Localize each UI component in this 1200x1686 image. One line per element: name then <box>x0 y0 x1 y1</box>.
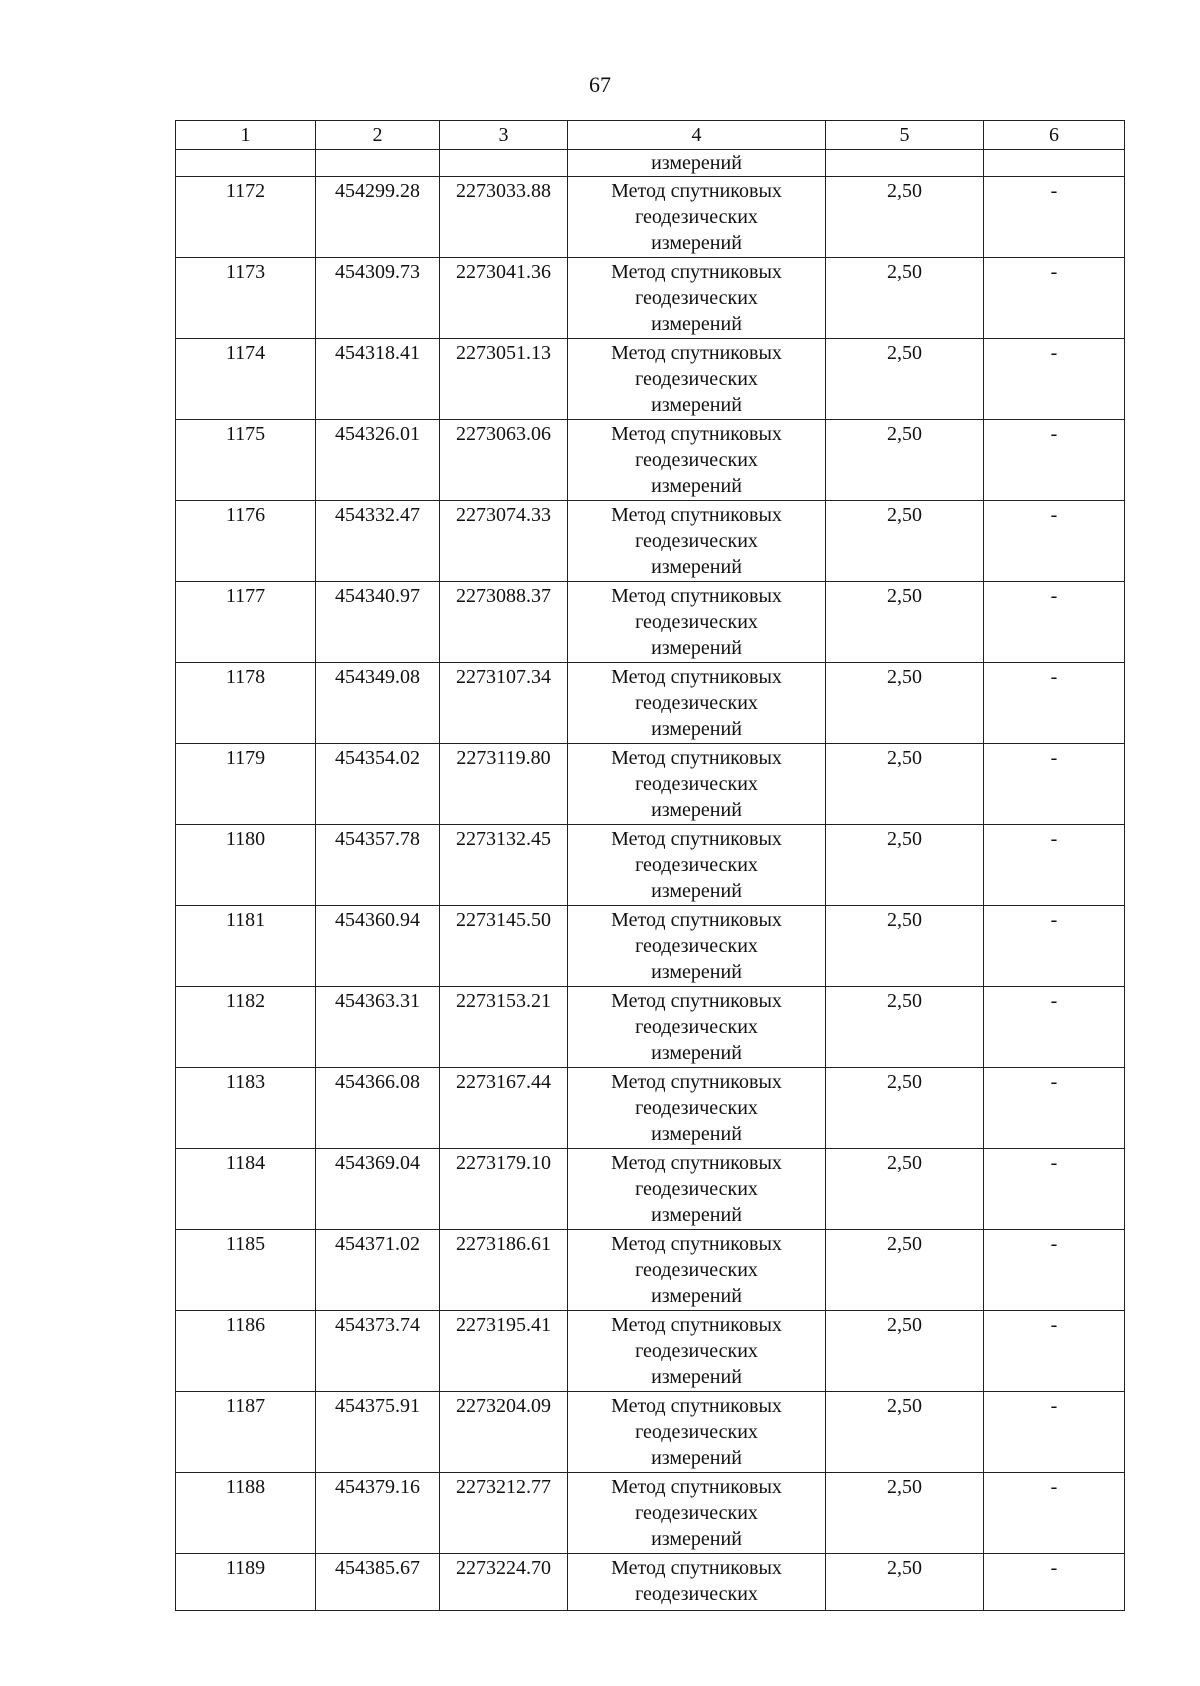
y-coordinate-cell: 2273107.34 <box>440 663 568 744</box>
note-cell: - <box>984 420 1125 501</box>
method-line: Метод спутниковых <box>611 423 782 445</box>
note-cell: - <box>984 501 1125 582</box>
method-cell <box>568 420 826 501</box>
x-coordinate-cell: 454379.16 <box>316 1473 440 1554</box>
method-cell <box>568 177 826 258</box>
method-cell <box>568 1149 826 1230</box>
method-line: измерений <box>651 1447 742 1469</box>
table-row <box>176 177 1125 258</box>
point-number-cell: 1177 <box>176 582 316 663</box>
method-line: измерений <box>651 556 742 578</box>
method-line: измерений <box>651 1285 742 1307</box>
header-cell-1: 1 <box>176 121 316 150</box>
point-number-cell: 1180 <box>176 825 316 906</box>
x-coordinate-cell: 454371.02 <box>316 1230 440 1311</box>
method-line: Метод спутниковых <box>611 828 782 850</box>
method-line: Метод спутниковых <box>611 585 782 607</box>
method-line: измерений <box>651 1204 742 1226</box>
method-line: геодезических <box>635 1259 758 1281</box>
accuracy-value-cell: 2,50 <box>826 1473 984 1554</box>
y-coordinate-cell: 2273195.41 <box>440 1311 568 1392</box>
y-coordinate-cell: 2273088.37 <box>440 582 568 663</box>
method-line: измерений <box>651 1366 742 1388</box>
point-number-cell: 1185 <box>176 1230 316 1311</box>
accuracy-value-cell: 2,50 <box>826 582 984 663</box>
x-coordinate-cell: 454332.47 <box>316 501 440 582</box>
note-cell: - <box>984 177 1125 258</box>
accuracy-value-cell: 2,50 <box>826 177 984 258</box>
method-line: Метод спутниковых <box>611 1152 782 1174</box>
method-cell <box>568 663 826 744</box>
x-coordinate-cell: 454354.02 <box>316 744 440 825</box>
table-row <box>176 258 1125 339</box>
method-cell <box>568 1230 826 1311</box>
method-line: Метод спутниковых <box>611 1476 782 1498</box>
y-coordinate-cell: 2273179.10 <box>440 1149 568 1230</box>
y-coordinate-cell: 2273153.21 <box>440 987 568 1068</box>
point-number-cell: 1178 <box>176 663 316 744</box>
table-row <box>176 1554 1125 1611</box>
table-row <box>176 906 1125 987</box>
method-cell <box>568 258 826 339</box>
method-line: геодезических <box>635 935 758 957</box>
continuation-method-cell: измерений <box>568 150 826 177</box>
method-line: измерений <box>651 880 742 902</box>
accuracy-value-cell: 2,50 <box>826 744 984 825</box>
header-cell-3: 3 <box>440 121 568 150</box>
continuation-cell-5 <box>826 150 984 177</box>
y-coordinate-cell: 2273063.06 <box>440 420 568 501</box>
table-row <box>176 663 1125 744</box>
accuracy-value-cell: 2,50 <box>826 663 984 744</box>
header-cell-2: 2 <box>316 121 440 150</box>
table-body <box>176 121 1125 1611</box>
point-number-cell: 1186 <box>176 1311 316 1392</box>
method-line: измерений <box>651 1528 742 1550</box>
method-line: Метод спутниковых <box>611 909 782 931</box>
note-cell: - <box>984 744 1125 825</box>
point-number-cell: 1187 <box>176 1392 316 1473</box>
method-cell <box>568 906 826 987</box>
method-cell <box>568 1554 826 1611</box>
table-row <box>176 1068 1125 1149</box>
continuation-cell-6 <box>984 150 1125 177</box>
point-number-cell: 1182 <box>176 987 316 1068</box>
method-line: геодезических <box>635 692 758 714</box>
continuation-cell-1 <box>176 150 316 177</box>
point-number-cell: 1176 <box>176 501 316 582</box>
point-number-cell: 1175 <box>176 420 316 501</box>
method-cell <box>568 987 826 1068</box>
accuracy-value-cell: 2,50 <box>826 1230 984 1311</box>
point-number-cell: 1179 <box>176 744 316 825</box>
method-line: геодезических <box>635 1502 758 1524</box>
point-number-cell: 1181 <box>176 906 316 987</box>
table-row <box>176 501 1125 582</box>
accuracy-value-cell: 2,50 <box>826 420 984 501</box>
method-cell <box>568 582 826 663</box>
y-coordinate-cell: 2273224.70 <box>440 1554 568 1611</box>
method-cell <box>568 339 826 420</box>
table-row <box>176 1473 1125 1554</box>
point-number-cell: 1183 <box>176 1068 316 1149</box>
header-row <box>176 121 1125 150</box>
method-line: геодезических <box>635 1178 758 1200</box>
x-coordinate-cell: 454373.74 <box>316 1311 440 1392</box>
x-coordinate-cell: 454360.94 <box>316 906 440 987</box>
method-cell <box>568 1068 826 1149</box>
continuation-row <box>176 150 1125 177</box>
x-coordinate-cell: 454349.08 <box>316 663 440 744</box>
x-coordinate-cell: 454385.67 <box>316 1554 440 1611</box>
method-line: Метод спутниковых <box>611 1557 782 1579</box>
method-cell <box>568 1392 826 1473</box>
header-cell-4: 4 <box>568 121 826 150</box>
method-line: геодезических <box>635 773 758 795</box>
accuracy-value-cell: 2,50 <box>826 1311 984 1392</box>
x-coordinate-cell: 454340.97 <box>316 582 440 663</box>
y-coordinate-cell: 2273167.44 <box>440 1068 568 1149</box>
method-line: измерений <box>651 718 742 740</box>
method-line: измерений <box>651 1123 742 1145</box>
y-coordinate-cell: 2273204.09 <box>440 1392 568 1473</box>
method-line: Метод спутниковых <box>611 990 782 1012</box>
method-cell <box>568 744 826 825</box>
y-coordinate-cell: 2273051.13 <box>440 339 568 420</box>
y-coordinate-cell: 2273074.33 <box>440 501 568 582</box>
y-coordinate-cell: 2273119.80 <box>440 744 568 825</box>
method-cell <box>568 1311 826 1392</box>
method-line: измерений <box>651 799 742 821</box>
method-line: Метод спутниковых <box>611 747 782 769</box>
table-row <box>176 1230 1125 1311</box>
note-cell: - <box>984 1149 1125 1230</box>
x-coordinate-cell: 454318.41 <box>316 339 440 420</box>
point-number-cell: 1189 <box>176 1554 316 1611</box>
accuracy-value-cell: 2,50 <box>826 1068 984 1149</box>
note-cell: - <box>984 582 1125 663</box>
method-line: измерений <box>651 313 742 335</box>
method-line: Метод спутниковых <box>611 504 782 526</box>
method-line: измерений <box>651 637 742 659</box>
x-coordinate-cell: 454326.01 <box>316 420 440 501</box>
x-coordinate-cell: 454363.31 <box>316 987 440 1068</box>
method-line: измерений <box>651 475 742 497</box>
method-line: измерений <box>651 961 742 983</box>
y-coordinate-cell: 2273132.45 <box>440 825 568 906</box>
method-line: геодезических <box>635 287 758 309</box>
y-coordinate-cell: 2273212.77 <box>440 1473 568 1554</box>
note-cell: - <box>984 906 1125 987</box>
x-coordinate-cell: 454309.73 <box>316 258 440 339</box>
x-coordinate-cell: 454299.28 <box>316 177 440 258</box>
accuracy-value-cell: 2,50 <box>826 1392 984 1473</box>
note-cell: - <box>984 663 1125 744</box>
x-coordinate-cell: 454375.91 <box>316 1392 440 1473</box>
method-line: геодезических <box>635 1421 758 1443</box>
y-coordinate-cell: 2273041.36 <box>440 258 568 339</box>
continuation-cell-2 <box>316 150 440 177</box>
note-cell: - <box>984 1473 1125 1554</box>
x-coordinate-cell: 454366.08 <box>316 1068 440 1149</box>
method-line: геодезических <box>635 854 758 876</box>
method-line: Метод спутниковых <box>611 180 782 202</box>
table-row <box>176 420 1125 501</box>
method-line: геодезических <box>635 206 758 228</box>
note-cell: - <box>984 825 1125 906</box>
note-cell: - <box>984 1392 1125 1473</box>
note-cell: - <box>984 987 1125 1068</box>
coordinates-table <box>175 120 1125 1611</box>
method-line: Метод спутниковых <box>611 261 782 283</box>
y-coordinate-cell: 2273033.88 <box>440 177 568 258</box>
accuracy-value-cell: 2,50 <box>826 258 984 339</box>
table-row <box>176 582 1125 663</box>
point-number-cell: 1188 <box>176 1473 316 1554</box>
table-row <box>176 339 1125 420</box>
table-row <box>176 744 1125 825</box>
accuracy-value-cell: 2,50 <box>826 987 984 1068</box>
accuracy-value-cell: 2,50 <box>826 1149 984 1230</box>
accuracy-value-cell: 2,50 <box>826 501 984 582</box>
point-number-cell: 1172 <box>176 177 316 258</box>
method-cell <box>568 501 826 582</box>
x-coordinate-cell: 454357.78 <box>316 825 440 906</box>
table-row <box>176 1149 1125 1230</box>
method-line: геодезических <box>635 1340 758 1362</box>
method-line: Метод спутниковых <box>611 1071 782 1093</box>
table-row <box>176 987 1125 1068</box>
header-cell-5: 5 <box>826 121 984 150</box>
method-cell <box>568 825 826 906</box>
x-coordinate-cell: 454369.04 <box>316 1149 440 1230</box>
method-line: Метод спутниковых <box>611 666 782 688</box>
y-coordinate-cell: 2273186.61 <box>440 1230 568 1311</box>
table-row <box>176 1311 1125 1392</box>
method-line: геодезических <box>635 368 758 390</box>
page-number: 67 <box>589 72 611 97</box>
accuracy-value-cell: 2,50 <box>826 825 984 906</box>
table-row <box>176 825 1125 906</box>
method-line: Метод спутниковых <box>611 342 782 364</box>
method-line: геодезических <box>635 1016 758 1038</box>
method-line: Метод спутниковых <box>611 1314 782 1336</box>
note-cell: - <box>984 258 1125 339</box>
accuracy-value-cell: 2,50 <box>826 906 984 987</box>
method-line: геодезических <box>635 611 758 633</box>
method-line: геодезических <box>635 1097 758 1119</box>
method-line: геодезических <box>635 1583 758 1605</box>
method-line: измерений <box>651 394 742 416</box>
accuracy-value-cell: 2,50 <box>826 339 984 420</box>
note-cell: - <box>984 339 1125 420</box>
point-number-cell: 1174 <box>176 339 316 420</box>
point-number-cell: 1184 <box>176 1149 316 1230</box>
note-cell: - <box>984 1230 1125 1311</box>
method-cell <box>568 1473 826 1554</box>
method-line: геодезических <box>635 530 758 552</box>
accuracy-value-cell: 2,50 <box>826 1554 984 1611</box>
note-cell: - <box>984 1311 1125 1392</box>
method-line: измерений <box>651 1042 742 1064</box>
method-line: измерений <box>651 232 742 254</box>
table-row <box>176 1392 1125 1473</box>
method-line: геодезических <box>635 449 758 471</box>
note-cell: - <box>984 1068 1125 1149</box>
continuation-cell-3 <box>440 150 568 177</box>
y-coordinate-cell: 2273145.50 <box>440 906 568 987</box>
method-line: Метод спутниковых <box>611 1395 782 1417</box>
method-line: Метод спутниковых <box>611 1233 782 1255</box>
header-cell-6: 6 <box>984 121 1125 150</box>
note-cell: - <box>984 1554 1125 1611</box>
point-number-cell: 1173 <box>176 258 316 339</box>
